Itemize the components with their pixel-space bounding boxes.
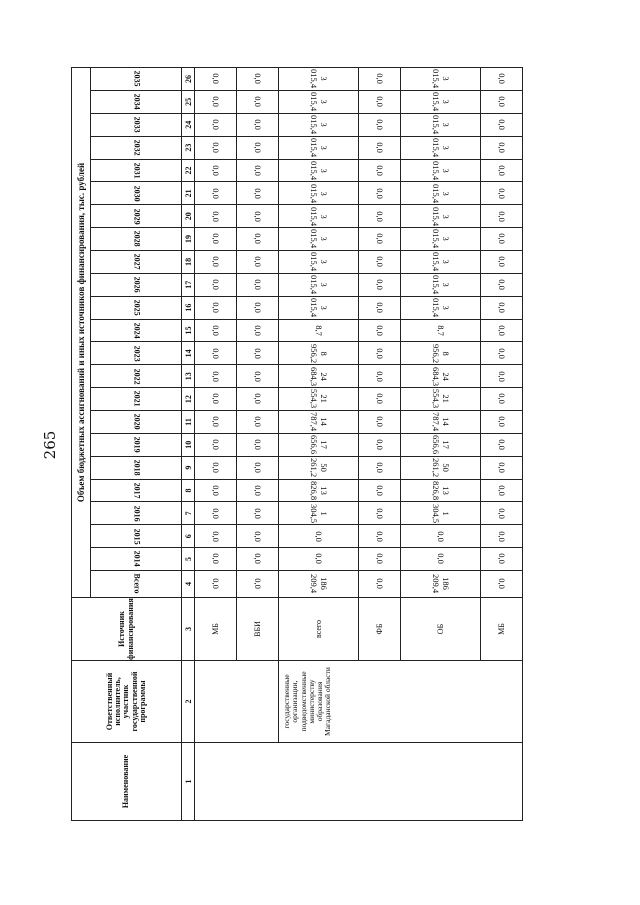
- column-number: 5: [182, 548, 195, 571]
- column-number: 14: [182, 342, 195, 365]
- value-cell: 8 956,2: [401, 342, 481, 365]
- value-cell: 0,0: [195, 525, 237, 548]
- column-number: 25: [182, 90, 195, 113]
- value-cell: 0,0: [481, 548, 523, 571]
- value-cell: 3 015,4: [401, 68, 481, 91]
- value-cell: 3 015,4: [401, 182, 481, 205]
- value-cell: 24 684,3: [279, 365, 359, 388]
- value-cell: 0,0: [359, 388, 401, 411]
- source-cell: МБ: [481, 598, 523, 661]
- value-cell: 0,0: [279, 548, 359, 571]
- source-cell: ОБ: [401, 598, 481, 661]
- value-cell: 0,0: [481, 571, 523, 598]
- value-cell: 0,0: [481, 159, 523, 182]
- value-cell: 0,0: [237, 319, 279, 342]
- column-number: 24: [182, 113, 195, 136]
- value-cell: 0,0: [195, 502, 237, 525]
- header-year: 2023: [91, 342, 182, 365]
- value-cell: 50 261,2: [401, 456, 481, 479]
- value-cell: 0,0: [481, 365, 523, 388]
- value-cell: 0,0: [481, 250, 523, 273]
- value-cell: 0,0: [359, 136, 401, 159]
- header-year: 2027: [91, 250, 182, 273]
- value-cell: 3 015,4: [279, 228, 359, 251]
- value-cell: 0,0: [195, 433, 237, 456]
- header-year: 2015: [91, 525, 182, 548]
- value-cell: 14 787,4: [401, 410, 481, 433]
- value-cell: 3 015,4: [279, 250, 359, 273]
- column-number: 22: [182, 159, 195, 182]
- value-cell: 0,0: [359, 479, 401, 502]
- value-cell: 0,0: [195, 388, 237, 411]
- column-number: 23: [182, 136, 195, 159]
- value-cell: 0,0: [195, 228, 237, 251]
- value-cell: 0,0: [195, 342, 237, 365]
- value-cell: 3 015,4: [401, 273, 481, 296]
- value-cell: 0,0: [237, 296, 279, 319]
- value-cell: 8 956,2: [279, 342, 359, 365]
- column-number: 20: [182, 205, 195, 228]
- column-number: 18: [182, 250, 195, 273]
- column-number: 3: [182, 598, 195, 661]
- header-year: 2034: [91, 90, 182, 113]
- header-year: 2018: [91, 456, 182, 479]
- value-cell: 17 656,6: [279, 433, 359, 456]
- value-cell: 8,7: [401, 319, 481, 342]
- header-total: Всего: [91, 571, 182, 598]
- value-cell: 0,0: [237, 456, 279, 479]
- value-cell: 0,0: [359, 319, 401, 342]
- value-cell: 3 015,4: [401, 90, 481, 113]
- column-number-row: [182, 68, 195, 821]
- responsible-cell-empty: [195, 661, 279, 743]
- header-year: 2025: [91, 296, 182, 319]
- source-cell: ФБ: [359, 598, 401, 661]
- source-cell: всего: [279, 598, 359, 661]
- value-cell: 3 015,4: [279, 273, 359, 296]
- page-number: 265: [41, 430, 59, 460]
- column-number: 12: [182, 388, 195, 411]
- value-cell: 3 015,4: [279, 296, 359, 319]
- value-cell: 0,0: [401, 525, 481, 548]
- value-cell: 3 015,4: [279, 90, 359, 113]
- value-cell: 0,0: [481, 136, 523, 159]
- header-year: 2030: [91, 182, 182, 205]
- value-cell: 0,0: [237, 136, 279, 159]
- table-row: [195, 68, 237, 821]
- value-cell: 0,0: [481, 342, 523, 365]
- value-cell: 186 209,4: [279, 571, 359, 598]
- source-cell: ВБИ: [237, 598, 279, 661]
- row-name-cell: [195, 743, 523, 821]
- value-cell: 0,0: [481, 525, 523, 548]
- value-cell: 0,0: [481, 182, 523, 205]
- column-number: 8: [182, 479, 195, 502]
- value-cell: 0,0: [481, 68, 523, 91]
- header-name: Наименование: [72, 743, 182, 821]
- value-cell: 0,0: [359, 90, 401, 113]
- value-cell: 0,0: [195, 571, 237, 598]
- value-cell: 0,0: [195, 319, 237, 342]
- value-cell: 0,0: [237, 479, 279, 502]
- value-cell: 0,0: [237, 68, 279, 91]
- value-cell: 0,0: [195, 273, 237, 296]
- header-year: 2020: [91, 410, 182, 433]
- value-cell: 0,0: [359, 571, 401, 598]
- header-year: 2028: [91, 228, 182, 251]
- value-cell: 186 209,4: [401, 571, 481, 598]
- value-cell: 0,0: [359, 273, 401, 296]
- value-cell: 13 826,8: [401, 479, 481, 502]
- rotated-table-container: [71, 67, 523, 821]
- value-cell: 0,0: [237, 410, 279, 433]
- value-cell: 0,0: [279, 525, 359, 548]
- header-row: [72, 68, 91, 821]
- value-cell: 24 684,3: [401, 365, 481, 388]
- value-cell: 0,0: [195, 479, 237, 502]
- value-cell: 0,0: [481, 273, 523, 296]
- value-cell: 3 015,4: [401, 250, 481, 273]
- column-number: 16: [182, 296, 195, 319]
- value-cell: 0,0: [195, 365, 237, 388]
- value-cell: 0,0: [359, 433, 401, 456]
- value-cell: 0,0: [359, 342, 401, 365]
- value-cell: 0,0: [359, 182, 401, 205]
- header-year: 2019: [91, 433, 182, 456]
- value-cell: 8,7: [279, 319, 359, 342]
- column-number: 21: [182, 182, 195, 205]
- header-year: 2024: [91, 319, 182, 342]
- value-cell: 0,0: [237, 228, 279, 251]
- column-number: 26: [182, 68, 195, 91]
- value-cell: 0,0: [195, 90, 237, 113]
- value-cell: 0,0: [481, 205, 523, 228]
- column-number: 4: [182, 571, 195, 598]
- column-number: 9: [182, 456, 195, 479]
- value-cell: 0,0: [359, 250, 401, 273]
- value-cell: 14 787,4: [279, 410, 359, 433]
- header-year: 2014: [91, 548, 182, 571]
- value-cell: 3 015,4: [401, 113, 481, 136]
- value-cell: 17 656,6: [401, 433, 481, 456]
- value-cell: 0,0: [237, 90, 279, 113]
- value-cell: 3 015,4: [401, 228, 481, 251]
- value-cell: 3 015,4: [279, 136, 359, 159]
- value-cell: 0,0: [481, 296, 523, 319]
- value-cell: 0,0: [359, 205, 401, 228]
- header-year: 2017: [91, 479, 182, 502]
- value-cell: 0,0: [237, 113, 279, 136]
- value-cell: 0,0: [237, 548, 279, 571]
- header-year: 2026: [91, 273, 182, 296]
- value-cell: 0,0: [195, 410, 237, 433]
- header-funding: Объем бюджетных ассигнований и иных источников финансирования, тыс. рублей: [72, 68, 91, 598]
- value-cell: 3 015,4: [401, 136, 481, 159]
- header-responsible: Ответственный исполнитель, участник государственной программы: [72, 661, 182, 743]
- value-cell: 3 015,4: [279, 113, 359, 136]
- header-year: 2035: [91, 68, 182, 91]
- value-cell: 0,0: [481, 319, 523, 342]
- value-cell: 21 554,3: [279, 388, 359, 411]
- column-number: 13: [182, 365, 195, 388]
- column-number: 1: [182, 743, 195, 821]
- value-cell: 0,0: [237, 159, 279, 182]
- column-number: 7: [182, 502, 195, 525]
- value-cell: 0,0: [359, 296, 401, 319]
- value-cell: 3 015,4: [401, 159, 481, 182]
- value-cell: 0,0: [237, 388, 279, 411]
- value-cell: 0,0: [359, 410, 401, 433]
- column-number: 15: [182, 319, 195, 342]
- value-cell: 0,0: [237, 525, 279, 548]
- value-cell: 3 015,4: [279, 159, 359, 182]
- value-cell: 0,0: [359, 113, 401, 136]
- value-cell: 1 304,5: [401, 502, 481, 525]
- value-cell: 0,0: [359, 68, 401, 91]
- header-year: 2032: [91, 136, 182, 159]
- header-year: 2021: [91, 388, 182, 411]
- value-cell: 0,0: [195, 159, 237, 182]
- value-cell: 0,0: [359, 365, 401, 388]
- value-cell: 3 015,4: [279, 182, 359, 205]
- value-cell: 0,0: [237, 365, 279, 388]
- value-cell: 0,0: [195, 182, 237, 205]
- value-cell: 0,0: [237, 205, 279, 228]
- value-cell: 3 015,4: [401, 296, 481, 319]
- value-cell: 0,0: [359, 159, 401, 182]
- value-cell: 0,0: [359, 548, 401, 571]
- value-cell: 0,0: [481, 410, 523, 433]
- value-cell: 21 554,3: [401, 388, 481, 411]
- value-cell: 0,0: [481, 479, 523, 502]
- value-cell: 0,0: [195, 205, 237, 228]
- value-cell: 50 261,2: [279, 456, 359, 479]
- value-cell: 0,0: [481, 433, 523, 456]
- value-cell: 0,0: [195, 113, 237, 136]
- funding-table: [71, 67, 523, 821]
- source-cell: МБ: [195, 598, 237, 661]
- header-year: 2029: [91, 205, 182, 228]
- value-cell: 0,0: [481, 388, 523, 411]
- table-row: [279, 68, 359, 821]
- header-year: 2031: [91, 159, 182, 182]
- value-cell: 0,0: [481, 456, 523, 479]
- column-number: 11: [182, 410, 195, 433]
- value-cell: 0,0: [237, 273, 279, 296]
- value-cell: 0,0: [237, 250, 279, 273]
- value-cell: 0,0: [195, 548, 237, 571]
- value-cell: 0,0: [359, 525, 401, 548]
- value-cell: 0,0: [237, 502, 279, 525]
- value-cell: 0,0: [481, 502, 523, 525]
- column-number: 19: [182, 228, 195, 251]
- value-cell: 13 826,8: [279, 479, 359, 502]
- value-cell: 0,0: [481, 228, 523, 251]
- value-cell: 0,0: [195, 136, 237, 159]
- value-cell: 0,0: [237, 571, 279, 598]
- header-source: Источник финансирования: [72, 598, 182, 661]
- value-cell: 3 015,4: [279, 205, 359, 228]
- value-cell: 0,0: [195, 68, 237, 91]
- value-cell: 0,0: [237, 433, 279, 456]
- column-number: 17: [182, 273, 195, 296]
- value-cell: 0,0: [195, 296, 237, 319]
- header-year: 2022: [91, 365, 182, 388]
- header-year: 2016: [91, 502, 182, 525]
- value-cell: 0,0: [481, 113, 523, 136]
- value-cell: 1 304,5: [279, 502, 359, 525]
- value-cell: 0,0: [359, 456, 401, 479]
- value-cell: 0,0: [401, 548, 481, 571]
- column-number: 6: [182, 525, 195, 548]
- column-number: 10: [182, 433, 195, 456]
- value-cell: 0,0: [359, 228, 401, 251]
- responsible-cell: государственные организации, подведомственные министерству образования Магаданской области: [279, 661, 523, 743]
- value-cell: 0,0: [195, 456, 237, 479]
- header-year: 2033: [91, 113, 182, 136]
- value-cell: 3 015,4: [401, 205, 481, 228]
- value-cell: 3 015,4: [279, 68, 359, 91]
- column-number: 2: [182, 661, 195, 743]
- value-cell: 0,0: [359, 502, 401, 525]
- value-cell: 0,0: [481, 90, 523, 113]
- value-cell: 0,0: [195, 250, 237, 273]
- value-cell: 0,0: [237, 342, 279, 365]
- value-cell: 0,0: [237, 182, 279, 205]
